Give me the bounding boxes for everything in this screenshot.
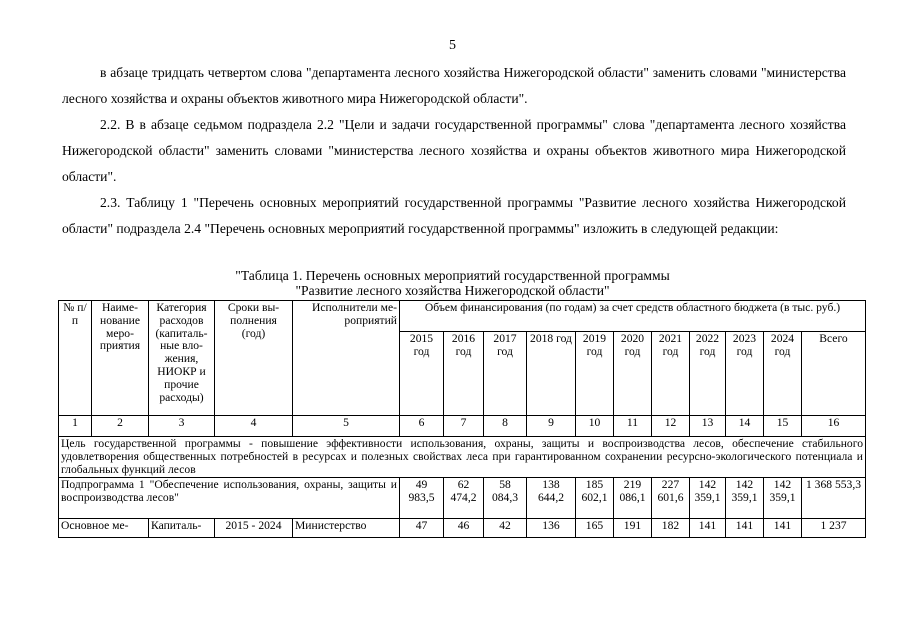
column-number: 12	[652, 416, 690, 437]
paragraph-3: 2.3. Таблицу 1 "Перечень основных мероприятий государственной программы "Развитие лесного хозяйства Нижегородской области" подраздела 2.4 "Перечень основных мероприятий государственной программы" изложить в следующей редакции:	[62, 195, 846, 236]
header-terms: Сроки вы-полнения (год)	[215, 301, 293, 416]
column-number: 5	[293, 416, 400, 437]
paragraph-2: 2.2. В в абзаце седьмом подраздела 2.2 "Цели и задачи государственной программы" слова "департамента лесного хозяйства Нижегородской области" заменить словами "министерства лесного хозяйства и охраны объектов животного мира Нижегородской области".	[62, 117, 846, 184]
measure-value: 165	[576, 519, 614, 538]
paragraph-1: в абзаце тридцать четвертом слова "департамента лесного хозяйства Нижегородской области" заменить словами "министерства лесного хозяйства и охраны объектов животного мира Нижегородской области".	[62, 65, 846, 106]
measure-value: 42	[484, 519, 527, 538]
subprogram-label: Подпрограмма 1 "Обеспечение использования, охраны, защиты и воспроизводства лесов"	[59, 478, 400, 519]
header-year: 2023 год	[726, 332, 764, 416]
column-number: 15	[764, 416, 802, 437]
header-year: 2016 год	[444, 332, 484, 416]
measure-value: 191	[614, 519, 652, 538]
goal-row	[59, 437, 866, 478]
measure-name: Основное ме-	[59, 519, 149, 538]
column-number: 7	[444, 416, 484, 437]
measure-total: 1 237	[802, 519, 866, 538]
header-year: 2022 год	[690, 332, 726, 416]
column-number: 9	[527, 416, 576, 437]
header-year: 2015 год	[400, 332, 444, 416]
subprogram-value: 142 359,1	[726, 478, 764, 519]
column-number: 8	[484, 416, 527, 437]
page-number: 5	[449, 38, 456, 53]
column-number: 6	[400, 416, 444, 437]
table-caption-line-2: "Развитие лесного хозяйства Нижегородской области"	[295, 283, 610, 298]
column-number: 11	[614, 416, 652, 437]
header-year: 2017 год	[484, 332, 527, 416]
header-total: Всего	[802, 332, 866, 416]
subprogram-value: 142 359,1	[690, 478, 726, 519]
header-year: 2021 год	[652, 332, 690, 416]
measure-terms: 2015 - 2024	[215, 519, 293, 538]
column-number: 16	[802, 416, 866, 437]
measure-value: 141	[690, 519, 726, 538]
column-number: 4	[215, 416, 293, 437]
header-year: 2024 год	[764, 332, 802, 416]
column-number: 1	[59, 416, 92, 437]
header-year: 2018 год	[527, 332, 576, 416]
subprogram-value: 227 601,6	[652, 478, 690, 519]
header-funding: Объем финансирования (по годам) за счет средств областного бюджета (в тыс. руб.)	[400, 301, 866, 332]
table-header-row	[59, 301, 866, 332]
subprogram-value: 49 983,5	[400, 478, 444, 519]
subprogram-value: 62 474,2	[444, 478, 484, 519]
main-measure-row	[59, 519, 866, 538]
measure-value: 136	[527, 519, 576, 538]
column-number: 14	[726, 416, 764, 437]
measure-value: 46	[444, 519, 484, 538]
header-year: 2019 год	[576, 332, 614, 416]
document-body	[62, 60, 846, 242]
table-caption	[0, 268, 905, 298]
subprogram-value: 142 359,1	[764, 478, 802, 519]
column-number: 2	[92, 416, 149, 437]
measure-category: Капиталь-	[149, 519, 215, 538]
subprogram-value: 219 086,1	[614, 478, 652, 519]
column-number: 3	[149, 416, 215, 437]
subprogram-value: 185 602,1	[576, 478, 614, 519]
subprogram-value: 58 084,3	[484, 478, 527, 519]
measure-value: 182	[652, 519, 690, 538]
column-number: 10	[576, 416, 614, 437]
subprogram-total: 1 368 553,3	[802, 478, 866, 519]
measure-value: 47	[400, 519, 444, 538]
header-num: № п/п	[59, 301, 92, 416]
measure-executor: Министерство	[293, 519, 400, 538]
measures-table	[58, 300, 866, 538]
header-name: Наиме-нование меро-приятия	[92, 301, 149, 416]
measure-value: 141	[726, 519, 764, 538]
header-category: Категория расходов (капиталь-ные вло-жения, НИОКР и прочие расходы)	[149, 301, 215, 416]
table-caption-line-1: "Таблица 1. Перечень основных мероприятий государственной программы	[235, 268, 670, 283]
column-number: 13	[690, 416, 726, 437]
header-executors: Исполнители ме-роприятий	[293, 301, 400, 416]
measure-value: 141	[764, 519, 802, 538]
goal-text: Цель государственной программы - повышение эффективности использования, охраны, защиты и воспроизводства лесов, обеспечение стабильного удовлетворения общественных потребностей в ресурсах и полезных свойствах леса при гарантированном сохранении ресурсно-экологического потенциала и глобальных функций лесов	[59, 437, 866, 478]
subprogram-value: 138 644,2	[527, 478, 576, 519]
subprogram-row	[59, 478, 866, 519]
column-number-row	[59, 416, 866, 437]
header-year: 2020 год	[614, 332, 652, 416]
